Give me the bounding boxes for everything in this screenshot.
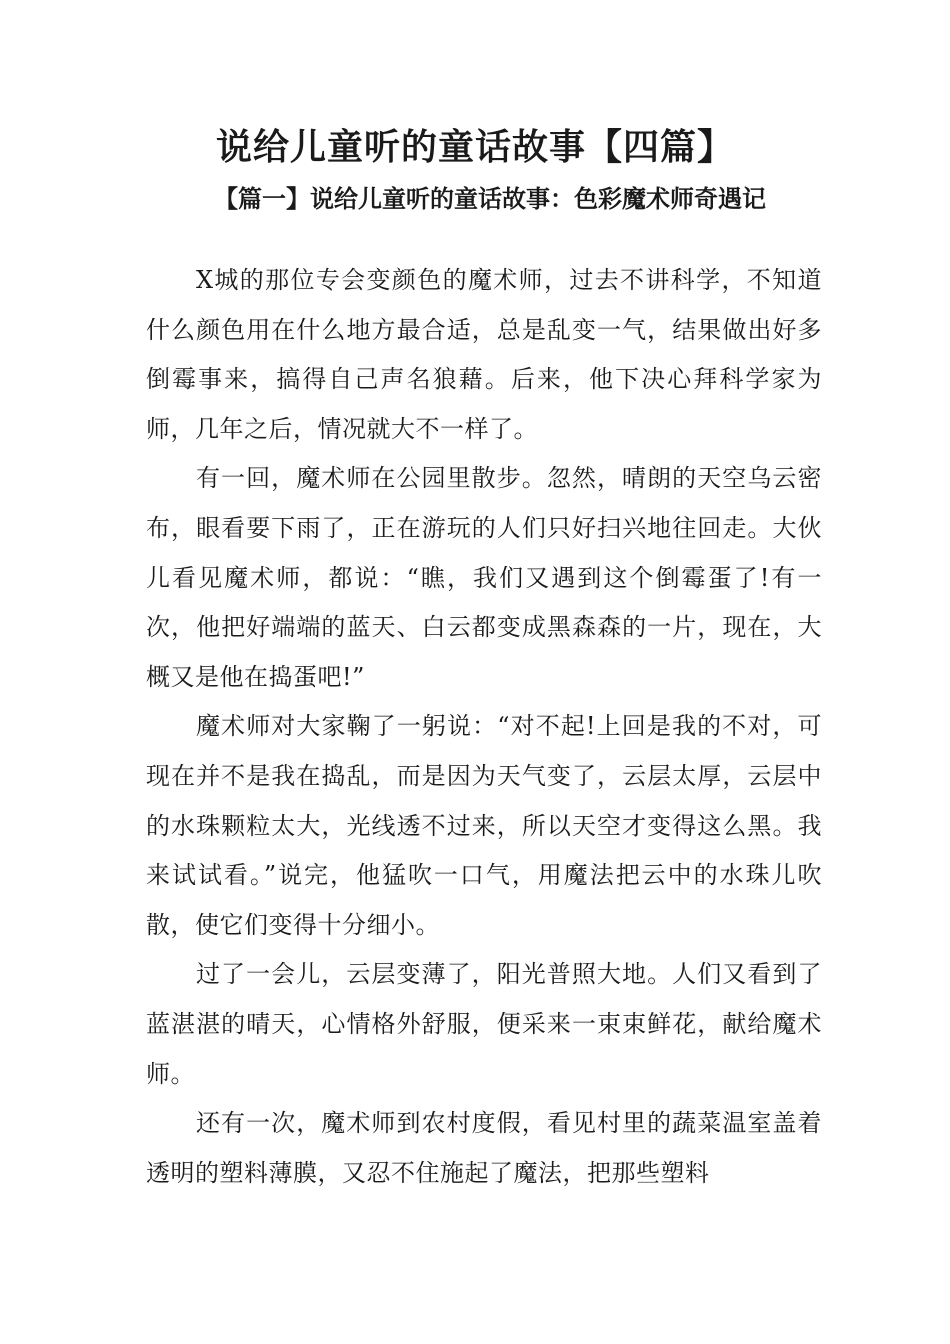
document-title: 说给儿童听的童话故事【四篇】 bbox=[215, 127, 734, 168]
paragraph: 有一回，魔术师在公园里散步。忽然，晴朗的天空乌云密布，眼看要下雨了，正在游玩的人们只好扫兴地往回走。大伙儿看见魔术师，都说：“瞧，我们又遇到这个倒霉蛋了!有一次，他把好端端的蓝天、白云都变成黑森森的一片，现在，大概又是他在捣蛋吧!” bbox=[146, 464, 822, 691]
section-heading: 【篇一】说给儿童听的童话故事：色彩魔术师奇遇记 bbox=[214, 184, 766, 213]
paragraph: 还有一次，魔术师到农村度假，看见村里的蔬菜温室盖着透明的塑料薄膜，又忍不住施起了魔法，把那些塑料 bbox=[146, 1109, 822, 1187]
paragraph: 魔术师对大家鞠了一躬说：“对不起!上回是我的不对，可现在并不是我在捣乱，而是因为天气变了，云层太厚，云层中的水珠颗粒太大，光线透不过来，所以天空才变得这么黑。我来试试看。”说完，他猛吹一口气，用魔法把云中的水珠儿吹散，使它们变得十分细小。 bbox=[146, 712, 822, 939]
paragraph: X城的那位专会变颜色的魔术师，过去不讲科学，不知道什么颜色用在什么地方最合适，总是乱变一气，结果做出好多倒霉事来，搞得自己声名狼藉。后来，他下决心拜科学家为师，几年之后，情况就大不一样了。 bbox=[146, 266, 822, 443]
paragraph: 过了一会儿，云层变薄了，阳光普照大地。人们又看到了蓝湛湛的晴天，心情格外舒服，便采来一束束鲜花，献给魔术师。 bbox=[146, 960, 822, 1088]
story-body bbox=[146, 256, 822, 1198]
